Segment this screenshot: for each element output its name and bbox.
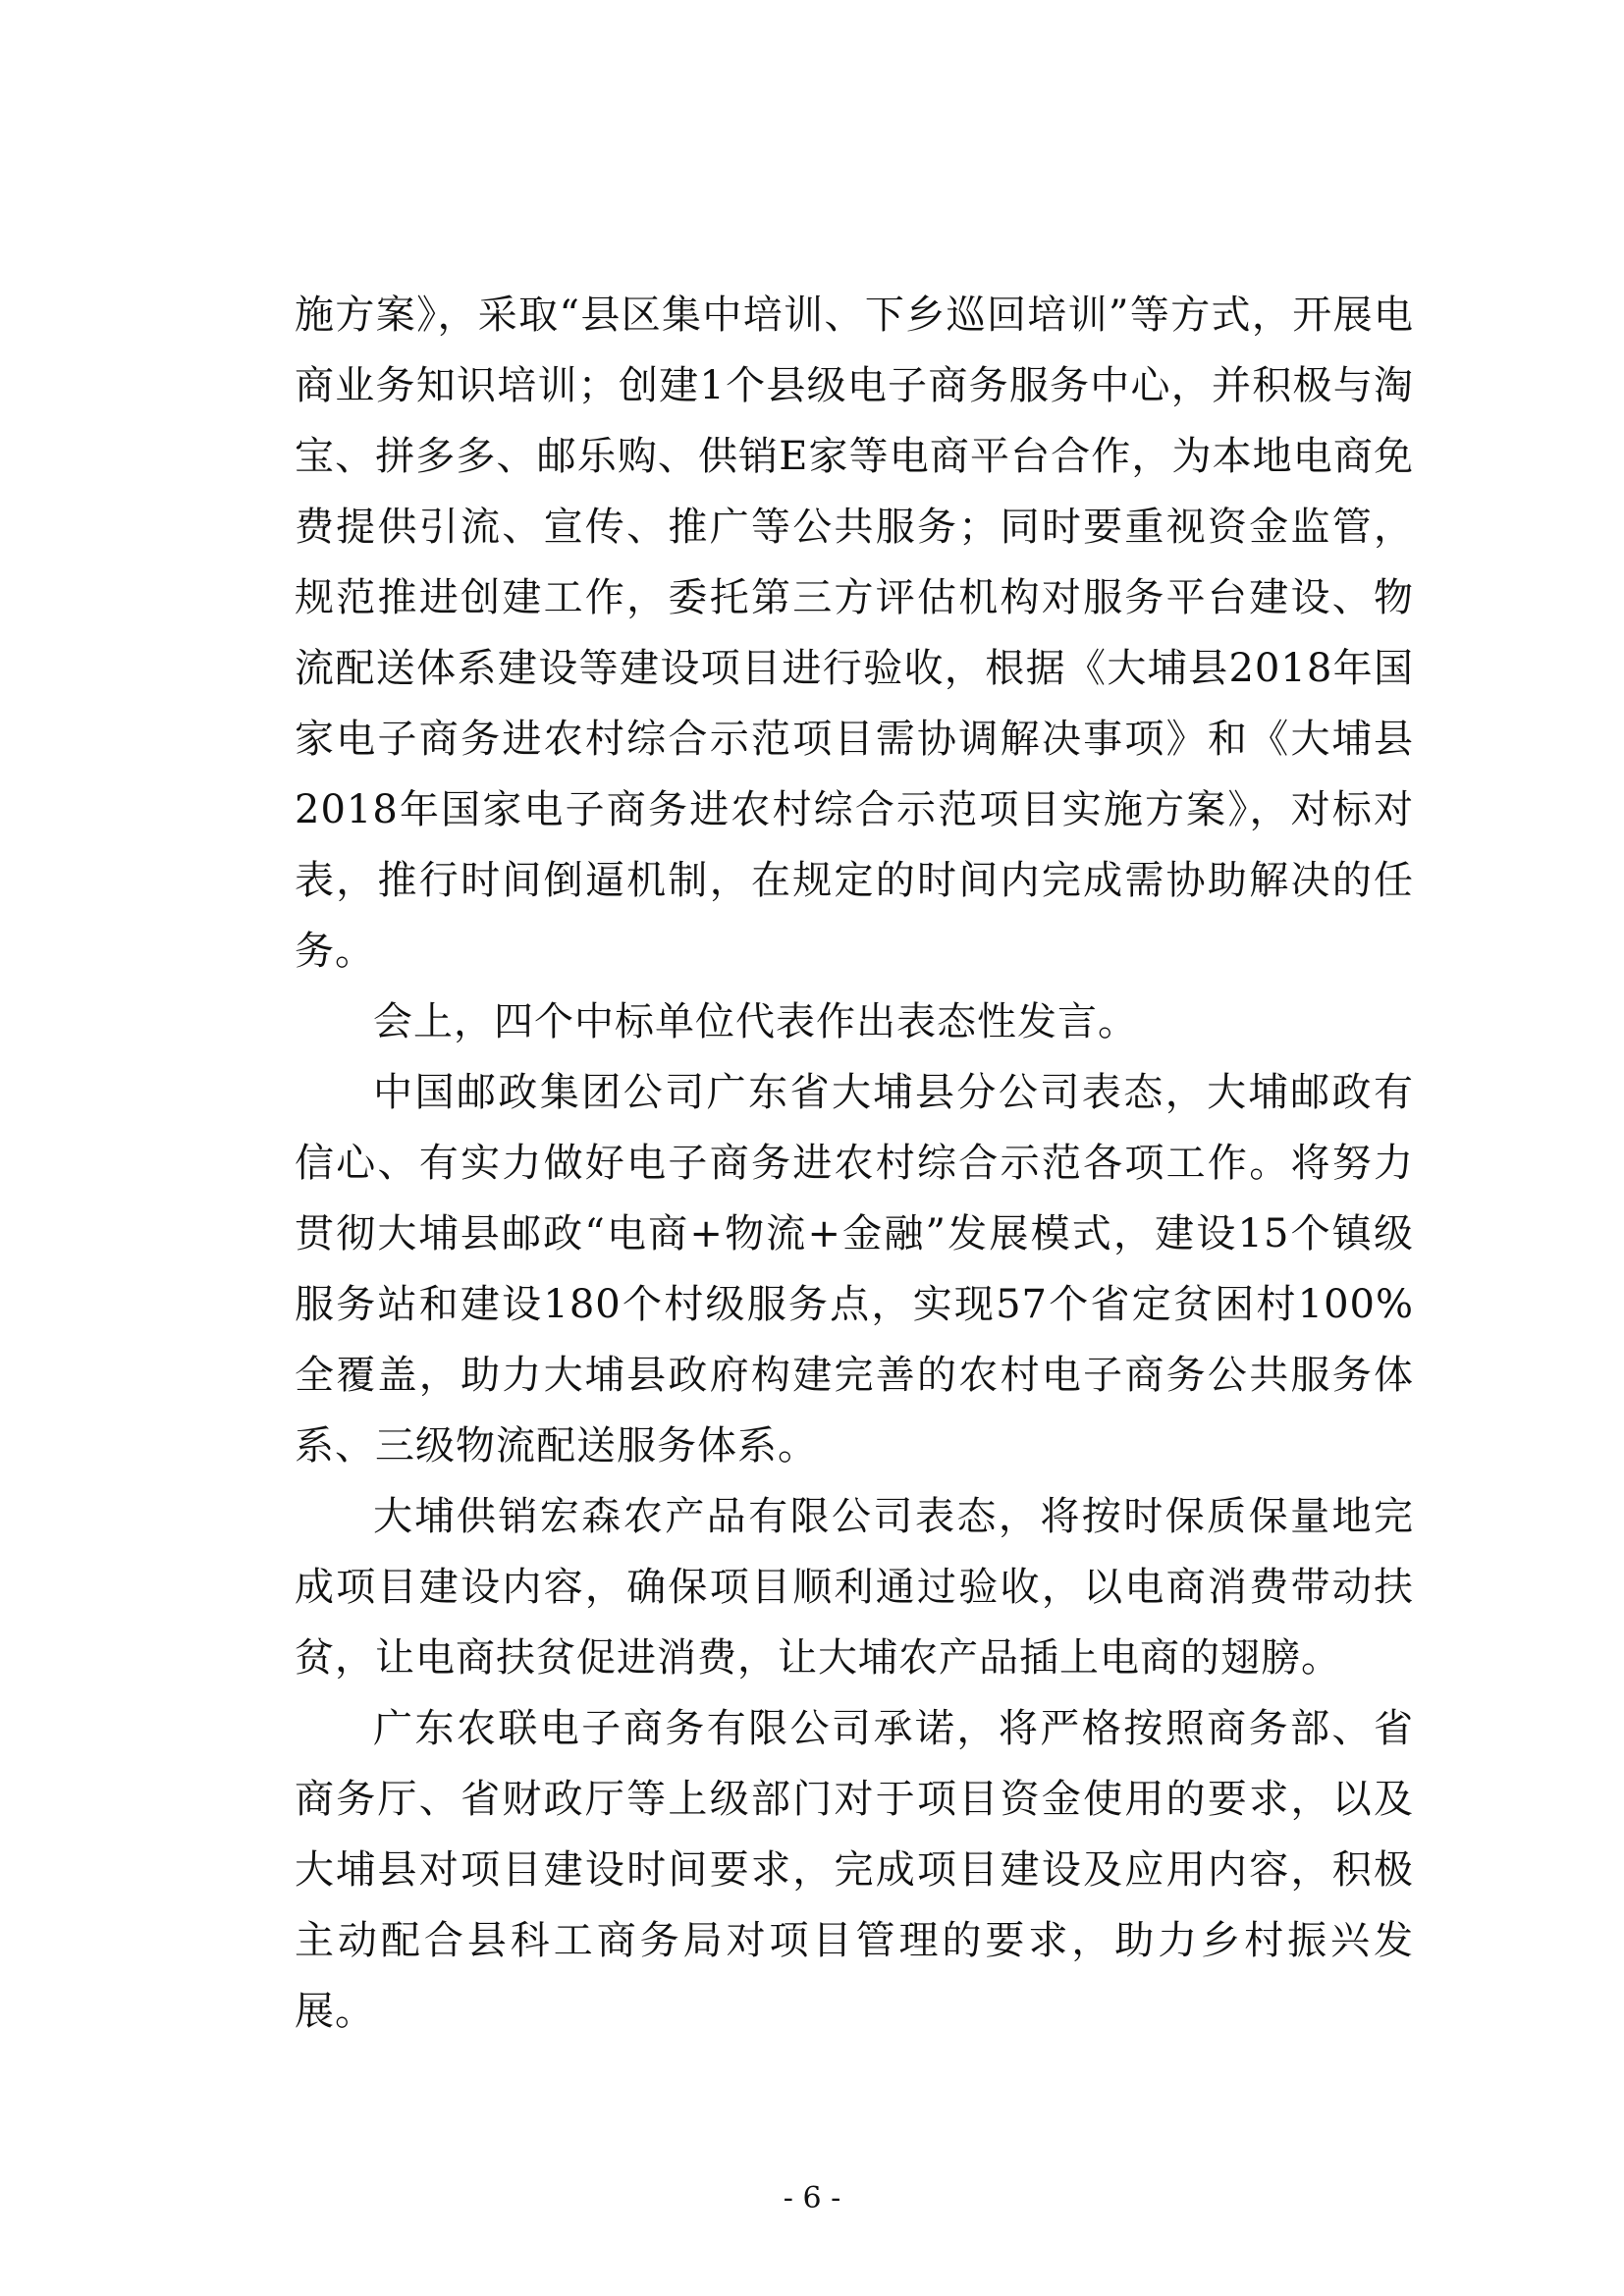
paragraph-hongsen: 大埔供销宏森农产品有限公司表态，将按时保质保量地完成项目建设内容，确保项目顺利通过验收，以电商消费带动扶贫，让电商扶贫促进消费，让大埔农产品插上电商的翅膀。	[295, 1494, 1414, 1681]
paragraph-china-post: 中国邮政集团公司广东省大埔县分公司表态，大埔邮政有信心、有实力做好电子商务进农村综合示范各项工作。将努力贯彻大埔县邮政“电商+物流+金融”发展模式，建设15个镇级服务站和建设180个村级服务点，实现57个省定贫困村100%全覆盖，助力大埔县政府构建完善的农村电子商务公共服务体系、三级物流配送服务体系。	[295, 1070, 1414, 1468]
page-number: - 6 -	[783, 2181, 841, 2216]
paragraph-continued: 施方案》，采取“县区集中培训、下乡巡回培训”等方式，开展电商业务知识培训；创建1个县级电子商务服务中心，并积极与淘宝、拼多多、邮乐购、供销E家等电商平台合作，为本地电商免费提供引流、宣传、推广等公共服务；同时要重视资金监管，规范推进创建工作，委托第三方评估机构对服务平台建设、物流配送体系建设等建设项目进行验收，根据《大埔县2018年国家电子商务进农村综合示范项目需协调解决事项》和《大埔县2018年国家电子商务进农村综合示范项目实施方案》，对标对表，推行时间倒逼机制，在规定的时间内完成需协助解决的任务。	[295, 293, 1414, 974]
paragraph-nonglian: 广东农联电子商务有限公司承诺，将严格按照商务部、省商务厅、省财政厅等上级部门对于项目资金使用的要求，以及大埔县对项目建设时间要求，完成项目建设及应用内容，积极主动配合县科工商务局对项目管理的要求，助力乡村振兴发展。	[295, 1706, 1414, 2034]
paragraph-meeting-statements: 会上，四个中标单位代表作出表态性发言。	[373, 999, 1138, 1044]
document-body	[295, 280, 1414, 2047]
